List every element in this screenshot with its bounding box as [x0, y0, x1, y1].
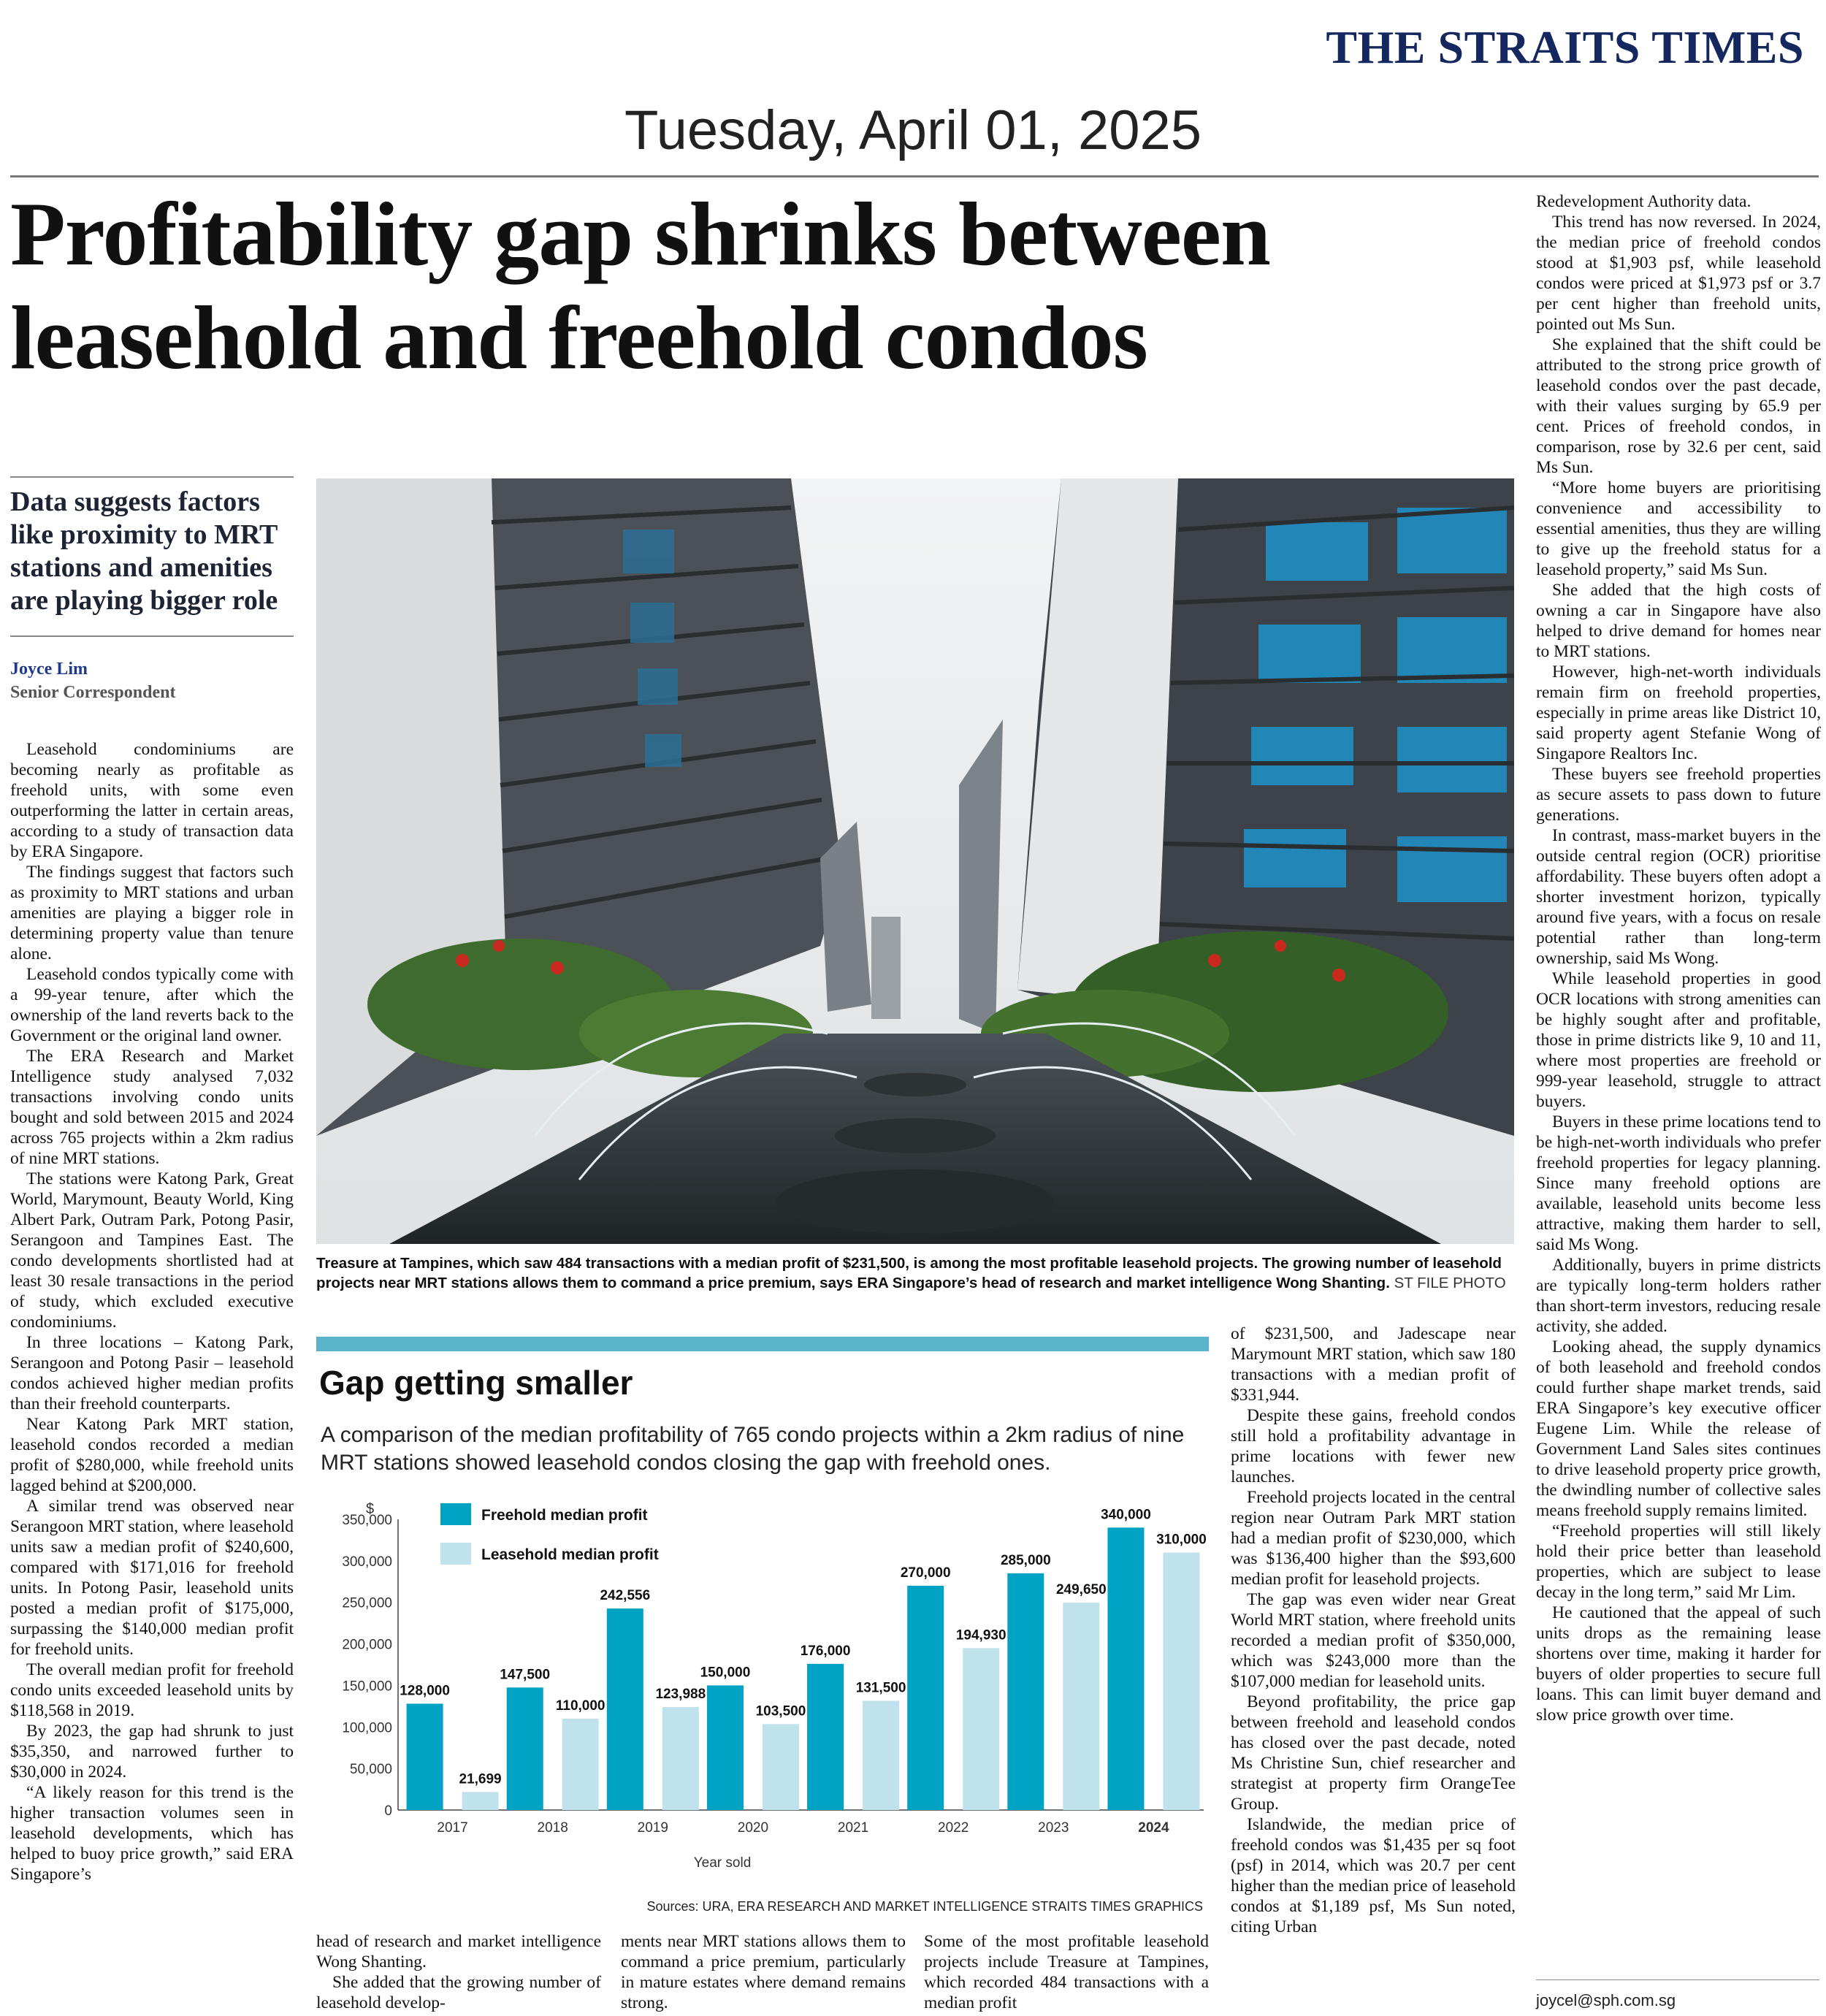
byline [10, 657, 175, 704]
condo-photo [316, 478, 1514, 1244]
bar-value-label: 194,930 [955, 1627, 1006, 1643]
paragraph: Looking ahead, the supply dynamics of both leasehold and freehold condos could further shape market trends, said ERA Singapore’s key executive officer Eugene Lim. While the release of Government Land Sales sites continues to drive leasehold property price growth, the dwindling number of collective sales means freehold supply remains limited. [1536, 1337, 1821, 1520]
bar-value-label: 176,000 [800, 1643, 851, 1659]
paragraph: Some of the most profitable leasehold projects include Treasure at Tampines, which recorded 484 transactions with a median profit [924, 1932, 1209, 2012]
freehold-bar [707, 1685, 744, 1810]
paragraph: “Freehold properties will still likely hold their price better than leasehold properties, which are subject to lease decay in the long term,” said Mr Lim. [1536, 1521, 1821, 1602]
bar-value-label: 249,650 [1055, 1582, 1107, 1598]
bar-value-label: 150,000 [700, 1665, 751, 1681]
chart-source: Sources: URA, ERA RESEARCH AND MARKET INTELLIGENCE STRAITS TIMES GRAPHICS [646, 1899, 1203, 1914]
leasehold-bar [863, 1700, 899, 1810]
bar-value-label: 242,556 [600, 1588, 651, 1604]
paragraph: of $231,500, and Jadescape near Marymount MRT station, which saw 180 transactions with a median profit of $331,944. [1231, 1324, 1516, 1405]
paragraph: Leasehold condos typically come with a 99-year tenure, after which the ownership of the land reverts back to the Government or the original land owner. [10, 965, 294, 1045]
bar-value-label: 110,000 [555, 1698, 606, 1714]
freehold-bar [807, 1664, 844, 1810]
x-tick-label: 2024 [1138, 1820, 1169, 1836]
bar-value-label: 123,988 [655, 1687, 706, 1703]
y-tick-label: 300,000 [342, 1554, 392, 1570]
deck-top-rule [10, 476, 294, 478]
y-tick-label: 200,000 [342, 1637, 392, 1653]
paragraph: He cautioned that the appeal of such units drops as the remaining lease shortens over time, making it harder for buyers of older properties to secure full loans. This can limit buyer demand and slow price growth over time. [1536, 1603, 1821, 1725]
bar-value-label: 310,000 [1156, 1532, 1207, 1548]
y-tick-label: 350,000 [342, 1513, 392, 1528]
paragraph: Additionally, buyers in prime districts are typically long-term holders rather than short-term investors, reducing resale activity, she added. [1536, 1256, 1821, 1336]
paragraph: She added that the growing number of leasehold develop- [316, 1973, 601, 2012]
paragraph: She added that the high costs of owning a car in Singapore have also helped to drive demand for homes near to MRT stations. [1536, 581, 1821, 661]
paragraph: Islandwide, the median price of freehold condos was $1,435 per sq foot (psf) in 2014, which was 20.7 per cent higher than the median price of leasehold condos at $1,189 psf, Ms Sun noted, citing Urban [1231, 1815, 1516, 1936]
x-tick-label: 2023 [1038, 1820, 1069, 1836]
byline-name: Joyce Lim [10, 660, 88, 679]
leasehold-bar [963, 1648, 999, 1810]
x-tick-label: 2017 [437, 1820, 468, 1836]
deck: Data suggests factors like proximity to MRT stations and amenities are playing bigger role [10, 486, 278, 616]
paragraph: Despite these gains, freehold condos still hold a profitability advantage in prime locations with fewer new launches. [1231, 1406, 1516, 1486]
chart-subtitle: A comparison of the median profitability of 765 condo projects within a 2km radius of nine MRT stations showed leasehold condos closing the gap with freehold ones. [321, 1423, 1185, 1475]
bar-value-label: 147,500 [500, 1667, 551, 1683]
article-column-4 [924, 1931, 1209, 2013]
freehold-bar [1007, 1573, 1044, 1810]
y-axis-label: $ [366, 1501, 375, 1517]
freehold-bar [1107, 1527, 1144, 1810]
x-tick-label: 2020 [737, 1820, 769, 1836]
bar-value-label: 270,000 [900, 1565, 951, 1581]
email-rule [1536, 1979, 1819, 1980]
paragraph: By 2023, the gap had shrunk to just $35,350, and narrowed further to $30,000 in 2024. [10, 1722, 294, 1782]
bar-value-label: 285,000 [1000, 1552, 1051, 1568]
leasehold-bar [662, 1707, 699, 1810]
paragraph: These buyers see freehold properties as secure assets to pass down to future generations. [1536, 765, 1821, 825]
article-column-5 [1231, 1324, 1516, 1937]
legend-label: Freehold median profit [481, 1507, 648, 1524]
bar-chart [316, 1497, 1209, 1895]
article-column-3 [621, 1931, 906, 2013]
freehold-bar [407, 1703, 443, 1810]
article-column-6 [1536, 191, 1821, 1725]
masthead: THE STRAITS TIMES [1326, 21, 1804, 73]
paragraph: Buyers in these prime locations tend to be high-net-worth individuals who prefer freehold properties for legacy planning. Since many freehold options are available, leasehold units become less attractive, making them harder to sell, said Ms Wong. [1536, 1112, 1821, 1254]
paragraph: However, high-net-worth individuals remain firm on freehold properties, especially in prime areas like District 10, said property agent Stefanie Wong of Singapore Realtors Inc. [1536, 663, 1821, 763]
paragraph: Freehold projects located in the central region near Outram Park MRT station had a median profit of $230,000, which was $136,400 higher than the $93,600 median profit for leasehold projects. [1231, 1488, 1516, 1589]
paragraph: The gap was even wider near Great World MRT station, where freehold units recorded a median profit of $350,000, which was $243,000 more than the $107,000 median for leasehold units. [1231, 1590, 1516, 1691]
freehold-bar [507, 1687, 543, 1810]
paragraph: The stations were Katong Park, Great World, Marymount, Beauty World, King Albert Park, Outram Park, Potong Pasir, Serangoon and Tampines East. The condo developments shortlisted had at least 30 resale transactions in the period of study, which excluded executive condominiums. [10, 1169, 294, 1332]
legend-label: Leasehold median profit [481, 1546, 659, 1563]
paragraph: “A likely reason for this trend is the higher transaction volumes seen in leasehold developments, which has helped to buoy price growth,” said ERA Singapore’s [10, 1783, 294, 1884]
leasehold-bar [763, 1724, 799, 1810]
graphic-top-bar [316, 1337, 1209, 1351]
paragraph: A similar trend was observed near Serangoon MRT station, where leasehold units saw a median profit of $240,600, compared with $171,016 for freehold units. In Potong Pasir, leasehold units posted a median profit of $175,000, surpassing the $140,000 median profit for freehold units. [10, 1497, 294, 1659]
x-axis-label: Year sold [693, 1855, 752, 1871]
paragraph: This trend has now reversed. In 2024, the median price of freehold condos stood at $1,903 psf, while leasehold condos were priced at $1,973 psf or 3.7 per cent higher than freehold units, pointed out Ms Sun. [1536, 213, 1821, 334]
paragraph: Leasehold condominiums are becoming nearly as profitable as freehold units, with some even outperforming the latter in certain areas, according to a study of transaction data by ERA Singapore. [10, 740, 294, 861]
bar-value-label: 103,500 [755, 1703, 806, 1719]
y-tick-label: 100,000 [342, 1720, 392, 1736]
chart-graphic [316, 1337, 1209, 1928]
paragraph: In contrast, mass-market buyers in the outside central region (OCR) prioritise affordability. These buyers often adopt a shorter investment horizon, typically around five years, with a focus on resale potential rather than long-term ownership, said Ms Wong. [1536, 826, 1821, 968]
y-tick-label: 250,000 [342, 1595, 392, 1611]
legend-swatch [440, 1503, 471, 1525]
paragraph: While leasehold properties in good OCR locations with strong amenities can be highly sought after and profitable, those in prime districts like 9, 10 and 11, where most properties are freehold or 999-year leasehold, struggle to attract buyers. [1536, 969, 1821, 1111]
x-tick-label: 2019 [637, 1820, 668, 1836]
x-tick-label: 2021 [837, 1820, 869, 1836]
bar-value-label: 131,500 [855, 1680, 906, 1696]
legend-swatch [440, 1543, 471, 1565]
caption-text: Treasure at Tampines, which saw 484 transactions with a median profit of $231,500, is among the most profitable leasehold projects. The growing number of leasehold projects near MRT stations allows them to command a price premium, says ERA Singapore’s head of research and market intelligence Wong Shanting. [316, 1255, 1502, 1291]
photo-caption [316, 1253, 1514, 1293]
condo-courtyard-illustration [316, 478, 1514, 1244]
deck-bottom-rule [10, 635, 294, 637]
author-email[interactable]: joycel@sph.com.sg [1536, 1991, 1676, 2009]
byline-role: Senior Correspondent [10, 683, 176, 702]
paragraph: head of research and market intelligence Wong Shanting. [316, 1932, 601, 1971]
y-tick-label: 150,000 [342, 1679, 392, 1695]
article-column-2 [316, 1931, 601, 2013]
publication-date: Tuesday, April 01, 2025 [624, 99, 1202, 161]
bar-value-label: 128,000 [400, 1683, 450, 1699]
y-tick-label: 50,000 [349, 1762, 392, 1778]
paragraph: “More home buyers are prioritising convenience and accessibility to essential amenities, thus they are willing to give up the freehold status for a leasehold property,” said Ms Sun. [1536, 478, 1821, 579]
paragraph: The findings suggest that factors such as proximity to MRT stations and urban amenities are playing a bigger role in determining property value than tenure alone. [10, 863, 294, 963]
chart-title: Gap getting smaller [319, 1364, 633, 1402]
photo-credit: ST FILE PHOTO [1394, 1275, 1506, 1291]
paragraph: She explained that the shift could be attributed to the strong price growth of leasehold condos over the past decade, with their values surging by 65.9 per cent. Prices of freehold condos, in comparison, rose by 32.6 per cent, said Ms Sun. [1536, 335, 1821, 477]
bar-value-label: 340,000 [1101, 1507, 1151, 1523]
leasehold-bar [562, 1719, 599, 1810]
paragraph: Redevelopment Authority data. [1536, 192, 1751, 211]
paragraph: In three locations – Katong Park, Serangoon and Potong Pasir – leasehold condos achieved higher median profits than their freehold counterparts. [10, 1333, 294, 1413]
y-tick-label: 0 [384, 1803, 392, 1819]
masthead-rule [10, 175, 1819, 177]
paragraph: ments near MRT stations allows them to command a price premium, particularly in mature estates where demand remains strong. [621, 1932, 906, 2012]
leasehold-bar [462, 1792, 499, 1810]
article-column-1 [10, 739, 294, 1885]
paragraph: Near Katong Park MRT station, leasehold condos recorded a median profit of $280,000, while freehold units lagged behind at $200,000. [10, 1415, 294, 1495]
freehold-bar [607, 1608, 643, 1810]
paragraph: The ERA Research and Market Intelligence study analysed 7,032 transactions involving condo units bought and sold between 2015 and 2024 across 765 projects within a 2km radius of nine MRT stations. [10, 1047, 294, 1168]
leasehold-bar [1063, 1603, 1099, 1810]
headline: Profitability gap shrinks between leasehold and freehold condos [10, 184, 1270, 388]
leasehold-bar [1163, 1552, 1199, 1810]
bar-value-label: 21,699 [459, 1771, 502, 1787]
x-tick-label: 2022 [938, 1820, 969, 1836]
paragraph: Beyond profitability, the price gap between freehold and leasehold condos has closed over the past decade, noted Ms Christine Sun, chief researcher and strategist at property firm OrangeTee Group. [1231, 1692, 1516, 1814]
x-tick-label: 2018 [537, 1820, 568, 1836]
freehold-bar [907, 1586, 944, 1810]
paragraph: The overall median profit for freehold condo units exceeded leasehold units by $118,568 in 2019. [10, 1660, 294, 1720]
